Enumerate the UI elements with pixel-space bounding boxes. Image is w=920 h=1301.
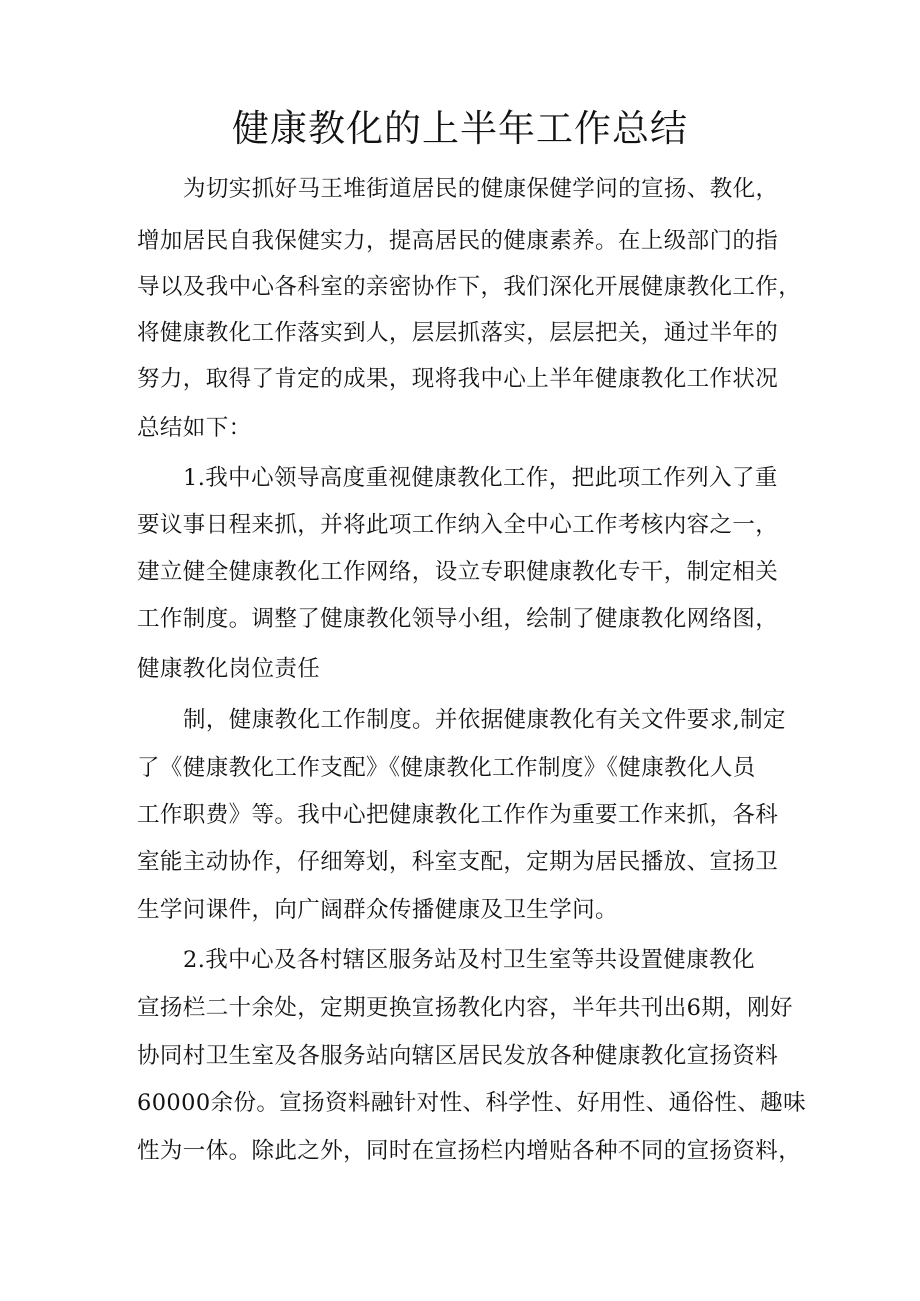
paragraph-line: 室能主动协作，仔细筹划，科室支配，定期为居民播放、宣扬卫 (137, 849, 779, 875)
paragraph-line: 健康教化岗位责任 (137, 656, 321, 682)
paragraph-line: 建立健全健康教化工作网络，设立专职健康教化专干，制定相关 (137, 559, 779, 585)
paragraph-line: 将健康教化工作落实到人，层层抓落实，层层把关，通过半年的 (137, 320, 779, 346)
paragraph-line: 了《健康教化工作支配》《健康教化工作制度》《健康教化人员 (137, 755, 756, 781)
document-title: 健康教化的上半年工作总结 (232, 107, 688, 150)
paragraph-line: 要议事日程来抓，并将此项工作纳入全中心工作考核内容之一， (137, 512, 779, 538)
paragraph-line: 60000余份。宣扬资料融针对性、科学性、好用性、通俗性、趣味 (137, 1090, 806, 1116)
paragraph-line: 工作制度。调整了健康教化领导小组，绘制了健康教化网络图， (137, 606, 779, 632)
paragraph-line: 宣扬栏二十余处，定期更换宣扬教化内容，半年共刊出6期，刚好 (137, 995, 793, 1021)
paragraph-line: 增加居民自我保健实力，提高居民的健康素养。在上级部门的指 (137, 228, 779, 254)
paragraph-line: 总结如下： (137, 415, 252, 441)
paragraph-line: 工作职费》等。我中心把健康教化工作作为重要工作来抓，各科 (137, 802, 779, 828)
paragraph-line: 生学问课件，向广阔群众传播健康及卫生学问。 (137, 897, 618, 923)
paragraph-line: 导以及我中心各科室的亲密协作下，我们深化开展健康教化工作， (137, 274, 802, 300)
paragraph-line: 努力，取得了肯定的成果，现将我中心上半年健康教化工作状况 (137, 366, 779, 392)
paragraph-line: 性为一体。除此之外，同时在宣扬栏内增贴各种不同的宣扬资料， (137, 1138, 802, 1164)
paragraph-line: 为切实抓好马王堆街道居民的健康保健学问的宣扬、教化， (183, 176, 779, 202)
paragraph-line: 2.我中心及各村辖区服务站及村卫生室等共设置健康教化 (183, 947, 755, 973)
paragraph-line: 制，健康教化工作制度。并依据健康教化有关文件要求,制定 (183, 707, 786, 733)
paragraph-line: 1.我中心领导高度重视健康教化工作，把此项工作列入了重 (183, 465, 778, 491)
paragraph-line: 协同村卫生室及各服务站向辖区居民发放各种健康教化宣扬资料 (137, 1043, 779, 1069)
